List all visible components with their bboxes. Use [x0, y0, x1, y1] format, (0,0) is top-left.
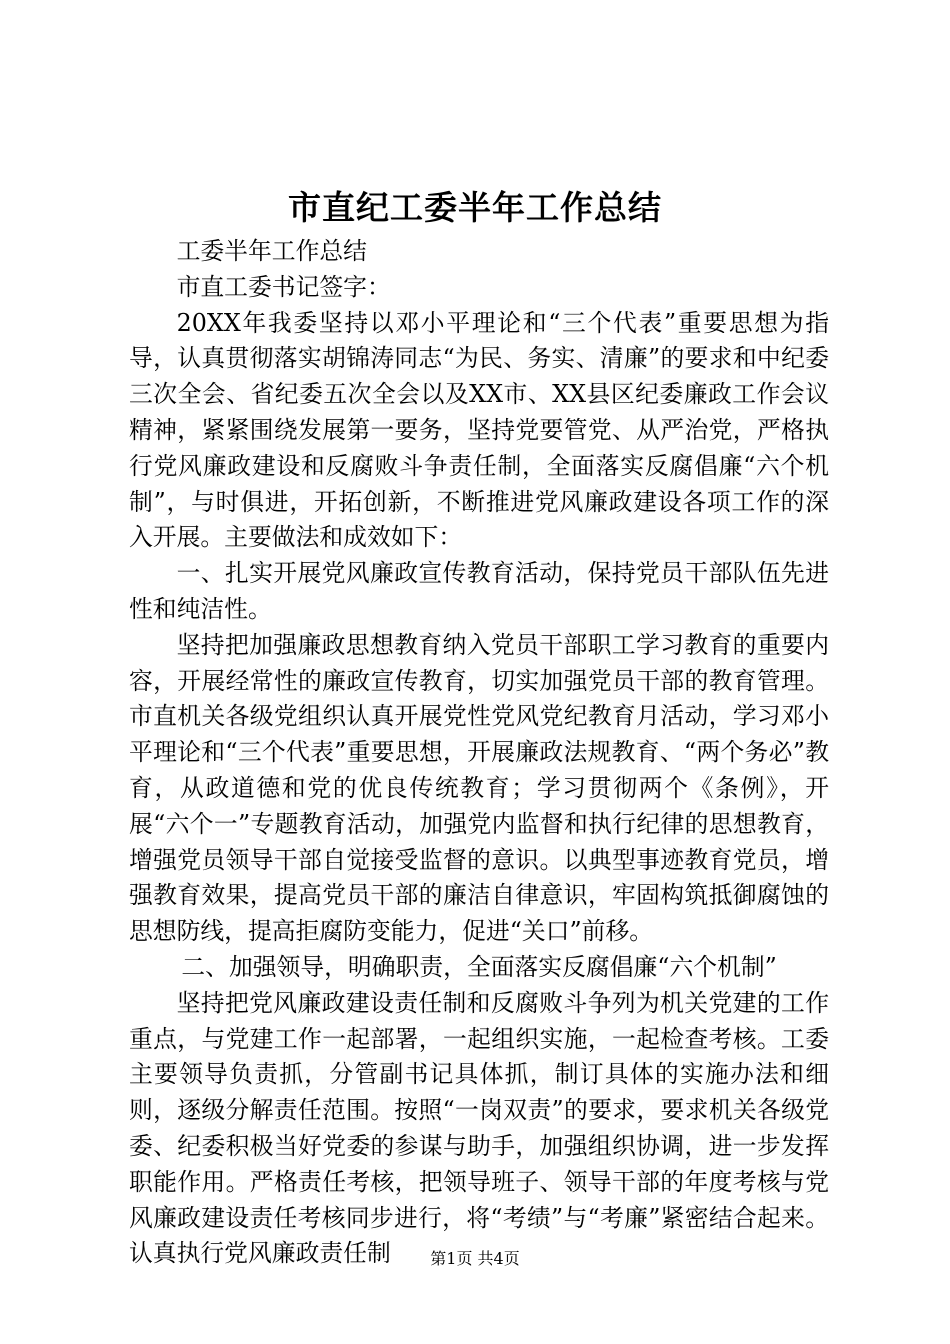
paragraph-intro: 20XX年我委坚持以邓小平理论和“三个代表”重要思想为指导，认真贯彻落实胡锦涛同志“为民、务实、清廉”的要求和中纪委三次全会、省纪委五次全会以及XX市、XX县区纪委廉政工作会议精神，紧紧围绕发展第一要务，坚持党要管党、从严治党，严格执行党风廉政建设和反腐败斗争责任制，全面落实反腐倡廉“六个机制”，与时俱进，开拓创新，不断推进党风廉政建设各项工作的深入开展。主要做法和成效如下： [129, 308, 829, 552]
section-heading-2: 二、加强领导，明确职责，全面落实反腐倡廉“六个机制” [181, 952, 777, 981]
paragraph-section-2: 坚持把党风廉政建设责任制和反腐败斗争列为机关党建的工作重点，与党建工作一起部署，一起组织实施，一起检查考核。工委主要领导负责抓，分管副书记具体抓，制订具体的实施办法和细则，逐级分解责任范围。按照“一岗双责”的要求，要求机关各级党委、纪委积极当好党委的参谋与助手，加强组织协调，进一步发挥职能作用。严格责任考核，把领导班子、领导干部的年度考核与党风廉政建设责任考核同步进行，将“考绩”与“考廉”紧密结合起来。认真执行党风廉政责任制 [129, 988, 829, 1268]
document-body [129, 234, 829, 1272]
paragraph-subtitle: 工委半年工作总结 [176, 237, 367, 265]
page-footer: 第1页 共4页 [430, 1249, 520, 1268]
document-title: 市直纪工委半年工作总结 [288, 188, 662, 227]
paragraph-section-1: 坚持把加强廉政思想教育纳入党员干部职工学习教育的重要内容，开展经常性的廉政宣传教育，切实加强党员干部的教育管理。市直机关各级党组织认真开展党性党风党纪教育月活动，学习邓小平理论和“三个代表”重要思想，开展廉政法规教育、“两个务必”教育，从政道德和党的优良传统教育；学习贯彻两个《条例》，开展“六个一”专题教育活动，加强党内监督和执行纪律的思想教育，增强党员领导干部自觉接受监督的意识。以典型事迹教育党员，增强教育效果，提高党员干部的廉洁自律意识，牢固构筑抵御腐蚀的思想防线，提高拒腐防变能力，促进“关口”前移。 [129, 630, 829, 946]
section-heading-1: 一、扎实开展党风廉政宣传教育活动，保持党员干部队伍先进性和纯洁性。 [129, 559, 829, 623]
paragraph-signature: 市直工委书记签字： [176, 272, 391, 301]
